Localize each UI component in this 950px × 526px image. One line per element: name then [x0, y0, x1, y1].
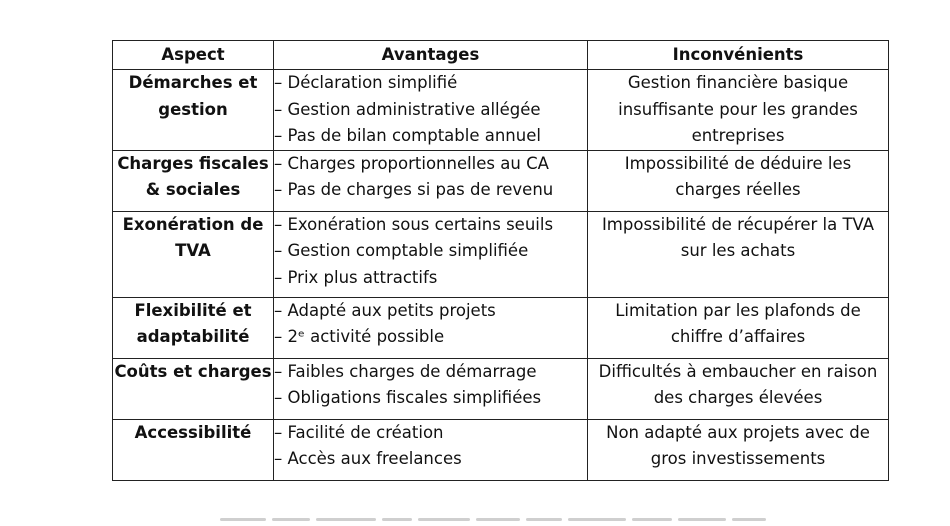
aspect-cell	[113, 419, 274, 480]
avantages-line: – Faibles charges de démarrage	[274, 361, 537, 381]
inconvenients-line: charges réelles	[675, 180, 801, 199]
avantages-line: – Obligations fiscales simplifiées	[274, 388, 542, 407]
avantages-line: – Facilité de création	[274, 422, 444, 442]
aspect-cell	[113, 297, 274, 358]
inconvenients-line: gros investissements	[650, 449, 826, 468]
table-body	[113, 70, 889, 481]
inconvenients-line: chiffre d’affaires	[670, 327, 806, 346]
aspect-line: Charges fiscales	[117, 153, 269, 173]
avantages-cell	[274, 70, 588, 151]
aspect-line: adaptabilité	[136, 327, 250, 346]
avantages-line: – Accès aux freelances	[274, 449, 462, 468]
avantages-line: – Adapté aux petits projets	[274, 300, 496, 320]
inconvenients-line: Non adapté aux projets avec de	[606, 422, 870, 442]
avantages-line: – Gestion administrative allégée	[274, 99, 541, 119]
avantages-line: – Pas de bilan comptable annuel	[274, 126, 541, 145]
table-row	[113, 358, 889, 419]
inconvenients-line: entreprises	[691, 126, 785, 145]
avantages-cell	[274, 211, 588, 297]
table-header-row	[113, 41, 889, 70]
aspect-cell	[113, 70, 274, 151]
table-row	[113, 211, 889, 297]
aspect-line: Flexibilité et	[134, 300, 252, 320]
inconvenients-cell	[588, 150, 889, 211]
table-row	[113, 150, 889, 211]
aspect-line: & sociales	[145, 180, 241, 199]
aspect-line: gestion	[158, 99, 228, 119]
aspect-line: Accessibilité	[134, 422, 252, 442]
aspect-cell	[113, 358, 274, 419]
cropped-text-line	[220, 518, 820, 526]
header-aspect: Aspect	[113, 41, 274, 70]
inconvenients-line: Impossibilité de déduire les	[624, 153, 852, 173]
avantages-line: – Pas de charges si pas de revenu	[274, 180, 554, 199]
avantages-cell	[274, 358, 588, 419]
inconvenients-cell	[588, 419, 889, 480]
table-row	[113, 419, 889, 480]
aspect-line: TVA	[175, 241, 211, 260]
avantages-cell	[274, 419, 588, 480]
avantages-line: – 2ᵉ activité possible	[274, 327, 445, 346]
inconvenients-line: sur les achats	[680, 241, 796, 260]
inconvenients-line: insuffisante pour les grandes	[618, 99, 858, 119]
inconvenients-line: des charges élevées	[653, 388, 823, 407]
aspect-line: Exonération de	[122, 214, 264, 234]
inconvenients-line: Gestion financière basique	[627, 73, 849, 92]
header-inconvenients: Inconvénients	[588, 41, 889, 70]
avantages-line: – Déclaration simplifié	[274, 73, 458, 92]
avantages-line: – Prix plus attractifs	[274, 267, 438, 287]
avantages-cell	[274, 150, 588, 211]
aspect-line: Démarches et	[128, 73, 258, 92]
table-row	[113, 297, 889, 358]
inconvenients-line: Impossibilité de récupérer la TVA	[601, 214, 875, 234]
inconvenients-cell	[588, 211, 889, 297]
aspect-cell	[113, 211, 274, 297]
avantages-line: – Charges proportionnelles au CA	[274, 153, 549, 173]
comparison-table	[112, 40, 889, 481]
header-avantages: Avantages	[274, 41, 588, 70]
inconvenients-cell	[588, 358, 889, 419]
inconvenients-line: Difficultés à embaucher en raison	[598, 361, 878, 381]
aspect-cell	[113, 150, 274, 211]
inconvenients-cell	[588, 297, 889, 358]
inconvenients-line: Limitation par les plafonds de	[615, 300, 861, 320]
inconvenients-cell	[588, 70, 889, 151]
aspect-line: Coûts et charges	[114, 361, 272, 381]
avantages-line: – Exonération sous certains seuils	[274, 214, 554, 234]
avantages-cell	[274, 297, 588, 358]
avantages-line: – Gestion comptable simplifiée	[274, 241, 529, 260]
table-row	[113, 70, 889, 151]
